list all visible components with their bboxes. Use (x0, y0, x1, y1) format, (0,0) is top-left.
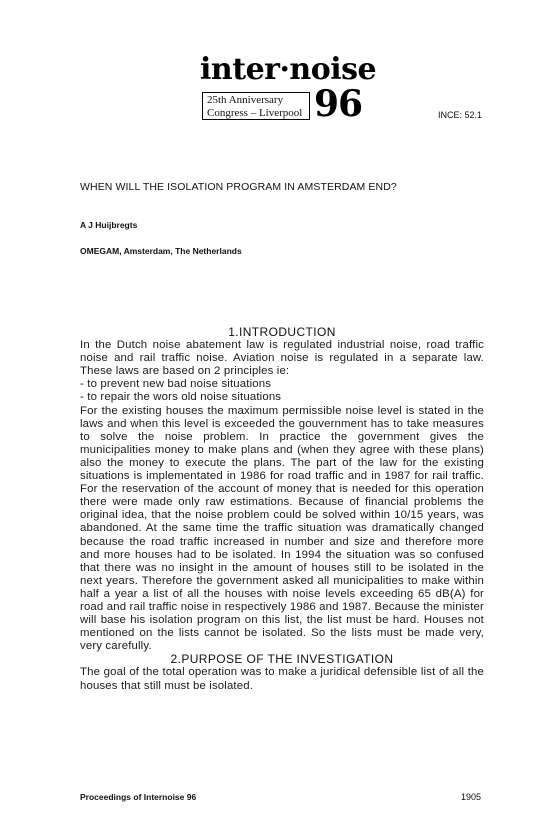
footer-proceedings: Proceedings of Internoise 96 (80, 792, 197, 802)
logo-box-line2: Congress – Liverpool (207, 107, 303, 119)
section-heading-introduction: 1.INTRODUCTION (228, 325, 336, 339)
logo-title: inter·noise (200, 52, 377, 87)
paragraph: The goal of the total operation was to make a juridical defensible list of all the houses that still must be isolated. (80, 666, 484, 692)
paper-author: A J Huijbregts (80, 220, 138, 230)
page-number: 1905 (461, 792, 482, 802)
paper-body (80, 326, 484, 693)
paragraph: In the Dutch noise abatement law is regulated industrial noise, road traffic noise and rail traffic noise. Aviation noise is regulated in a separate law. These laws are based on 2 principles ie: (80, 339, 484, 378)
paragraph: For the existing houses the maximum permissible noise level is stated in the laws and when this level is exceeded the gouvernment has to take measures to solve the noise problem. In practice the government gives the municipalities money to make plans and (when they agree with these plans) also the money to execute the plans. The part of the law for the existing situations is implementated in 1986 for road traffic and in 1987 for rail traffic. For the reservation of the account of money that is needed for this operation there were made only raw estimations. Because of financial problems the original idea, that the noise problem could be solved within 10/15 years, was abandoned. At the same time the traffic situation was dramatically changed because the road traffic increased in number and size and therefore more and more houses had to be isolated. In 1994 the situation was so confused that there was no insight in the amount of houses still to be isolated in the next years. Therefore the government asked all municipalities to make within half a year a list of all the houses with noise levels exceeding 65 dB(A) for road and rail traffic noise in respectively 1986 and 1987. Because the minister will base his isolation program on this list, the list must be hard. Houses not mentioned on the lists cannot be isolated. So the lists must be made very, very carefully. (80, 404, 484, 653)
internoise-logo (200, 52, 377, 127)
paper-affiliation: OMEGAM, Amsterdam, The Netherlands (80, 246, 242, 256)
bullet-item: - to prevent new bad noise situations (80, 378, 272, 391)
bullet-item: - to repair the wors old noise situations (80, 391, 282, 404)
ince-code: INCE: 52.1 (438, 110, 483, 120)
logo-box-line1: 25th Anniversary (207, 94, 284, 106)
paper-title: WHEN WILL THE ISOLATION PROGRAM IN AMSTERDAM END? (80, 181, 397, 193)
logo-year: 96 (314, 83, 363, 125)
logo-anniversary-box (202, 92, 310, 120)
section-heading-purpose: 2.PURPOSE OF THE INVESTIGATION (170, 652, 394, 667)
